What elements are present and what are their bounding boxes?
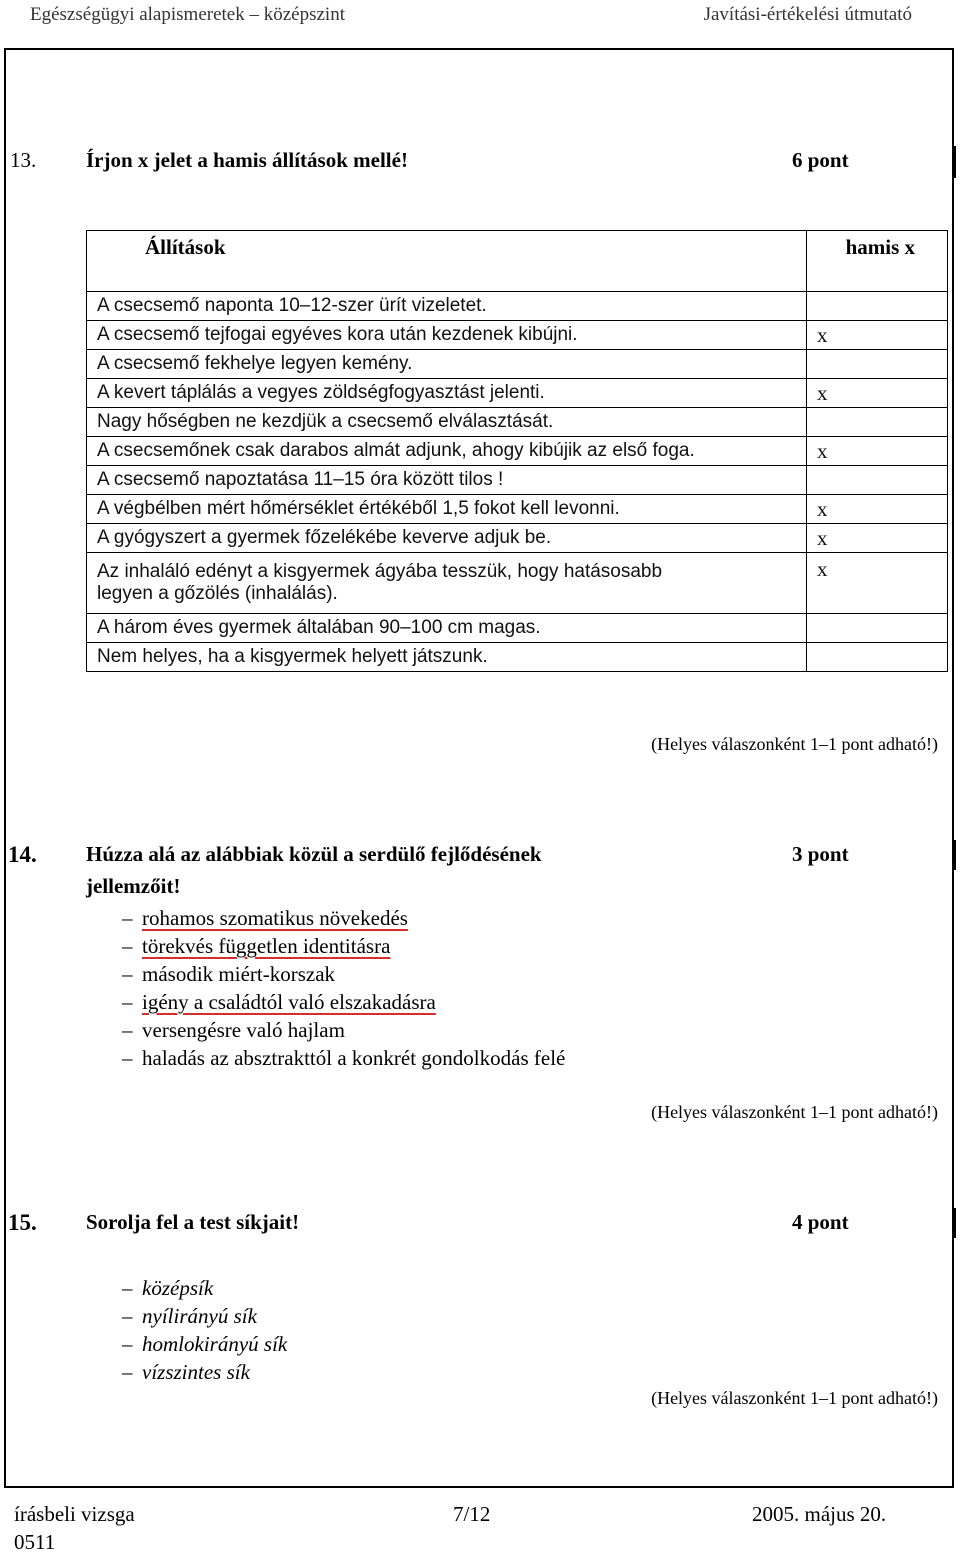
footer-code: 0511 bbox=[14, 1530, 56, 1554]
mark-cell bbox=[807, 614, 948, 643]
table-row bbox=[87, 408, 948, 437]
header-left: Egészségügyi alapismeretek – középszint bbox=[30, 4, 345, 25]
q14-points: 3 pont bbox=[792, 842, 849, 866]
dash: – bbox=[122, 1018, 133, 1042]
statement-cell: Nagy hőségben ne kezdjük a csecsemő elválasztását. bbox=[87, 408, 807, 437]
mark-cell: x bbox=[807, 437, 948, 466]
statement-cell: A csecsemőnek csak darabos almát adjunk, ahogy kibújik az első foga. bbox=[87, 437, 807, 466]
table-row bbox=[87, 437, 948, 466]
mark-cell bbox=[807, 292, 948, 321]
list-item bbox=[122, 1016, 565, 1044]
mark-cell bbox=[807, 350, 948, 379]
q14-question-line1: Húzza alá az alábbiak közül a serdülő fejlődésének bbox=[86, 842, 542, 866]
footer-date: 2005. május 20. bbox=[752, 1502, 887, 1526]
q15-scoring-note: (Helyes válaszonként 1–1 pont adható!) bbox=[651, 1388, 938, 1408]
item-text: rohamos szomatikus növekedés bbox=[142, 906, 408, 930]
dash: – bbox=[122, 990, 133, 1014]
list-item bbox=[122, 932, 565, 960]
list-item bbox=[122, 1044, 565, 1072]
dash: – bbox=[122, 934, 133, 958]
q14-question-line2: jellemzőit! bbox=[86, 874, 181, 898]
dash: – bbox=[122, 1046, 133, 1070]
q14-scoring-note: (Helyes válaszonként 1–1 pont adható!) bbox=[651, 1102, 938, 1122]
item-text: versengésre való hajlam bbox=[142, 1018, 345, 1042]
list-item bbox=[122, 1358, 287, 1386]
q15-list bbox=[122, 1274, 287, 1386]
q13-points: 6 pont bbox=[792, 148, 849, 172]
q13-scoring-note: (Helyes válaszonként 1–1 pont adható!) bbox=[651, 734, 938, 754]
mark-cell: x bbox=[807, 495, 948, 524]
q15-points: 4 pont bbox=[792, 1210, 849, 1234]
margin-tick bbox=[954, 1208, 956, 1238]
statement-cell: A három éves gyermek általában 90–100 cm magas. bbox=[87, 614, 807, 643]
list-item bbox=[122, 1302, 287, 1330]
table-row bbox=[87, 321, 948, 350]
table-row bbox=[87, 553, 948, 614]
statement-line: legyen a gőzölés (inhalálás). bbox=[97, 583, 338, 604]
item-text: nyílirányú sík bbox=[142, 1304, 257, 1328]
mark-cell bbox=[807, 408, 948, 437]
mark-cell bbox=[807, 466, 948, 495]
footer-exam: írásbeli vizsga bbox=[14, 1502, 135, 1526]
statement-cell: A csecsemő naponta 10–12-szer ürít vizeletet. bbox=[87, 292, 807, 321]
item-text: törekvés független identitásra bbox=[142, 934, 391, 958]
dash: – bbox=[122, 1276, 133, 1300]
table-row bbox=[87, 614, 948, 643]
list-item bbox=[122, 904, 565, 932]
dash: – bbox=[122, 962, 133, 986]
statement-line: Az inhaláló edényt a kisgyermek ágyába tesszük, hogy hatásosabb bbox=[97, 561, 663, 582]
col-false: hamis x bbox=[807, 231, 948, 292]
statement-cell: A végbélben mért hőmérséklet értékéből 1,5 fokot kell levonni. bbox=[87, 495, 807, 524]
statements-table bbox=[86, 230, 948, 672]
mark-cell: x bbox=[807, 553, 948, 614]
q14-list bbox=[122, 904, 565, 1072]
margin-tick bbox=[954, 146, 956, 178]
mark-cell: x bbox=[807, 379, 948, 408]
page-header bbox=[0, 0, 960, 34]
q15-question: Sorolja fel a test síkjait! bbox=[86, 1210, 300, 1234]
statement-cell: A csecsemő napoztatása 11–15 óra között tilos ! bbox=[87, 466, 807, 495]
item-text: vízszintes sík bbox=[142, 1360, 250, 1384]
q15-number: 15. bbox=[8, 1210, 37, 1235]
margin-tick bbox=[954, 840, 956, 870]
statement-cell: A csecsemő tejfogai egyéves kora után kezdenek kibújni. bbox=[87, 321, 807, 350]
statement-cell: A kevert táplálás a vegyes zöldségfogyasztást jelenti. bbox=[87, 379, 807, 408]
footer-page: 7/12 bbox=[453, 1502, 491, 1526]
table-row bbox=[87, 350, 948, 379]
statement-cell: Nem helyes, ha a kisgyermek helyett játszunk. bbox=[87, 643, 807, 672]
table-row bbox=[87, 524, 948, 553]
dash: – bbox=[122, 1360, 133, 1384]
table-row bbox=[87, 643, 948, 672]
item-text: haladás az absztrakttól a konkrét gondolkodás felé bbox=[142, 1046, 566, 1070]
table-row bbox=[87, 292, 948, 321]
list-item bbox=[122, 988, 565, 1016]
statement-cell bbox=[87, 553, 807, 614]
table-row bbox=[87, 495, 948, 524]
mark-cell: x bbox=[807, 321, 948, 350]
statement-cell: A csecsemő fekhelye legyen kemény. bbox=[87, 350, 807, 379]
item-text: középsík bbox=[142, 1276, 214, 1300]
mark-cell: x bbox=[807, 524, 948, 553]
col-statements: Állítások bbox=[87, 231, 807, 292]
q13-question: Írjon x jelet a hamis állítások mellé! bbox=[86, 148, 408, 172]
list-item bbox=[122, 1330, 287, 1358]
list-item bbox=[122, 960, 565, 988]
item-text: második miért-korszak bbox=[142, 962, 336, 986]
table-row bbox=[87, 379, 948, 408]
q13-number: 13. bbox=[10, 148, 37, 172]
dash: – bbox=[122, 906, 133, 930]
dash: – bbox=[122, 1304, 133, 1328]
item-text: igény a családtól való elszakadásra bbox=[142, 990, 436, 1014]
q14-number: 14. bbox=[8, 842, 37, 867]
mark-cell bbox=[807, 643, 948, 672]
item-text: homlokirányú sík bbox=[142, 1332, 288, 1356]
header-right: Javítási-értékelési útmutató bbox=[703, 4, 912, 25]
table-row bbox=[87, 466, 948, 495]
list-item bbox=[122, 1274, 287, 1302]
statement-cell: A gyógyszert a gyermek főzelékébe keverve adjuk be. bbox=[87, 524, 807, 553]
dash: – bbox=[122, 1332, 133, 1356]
